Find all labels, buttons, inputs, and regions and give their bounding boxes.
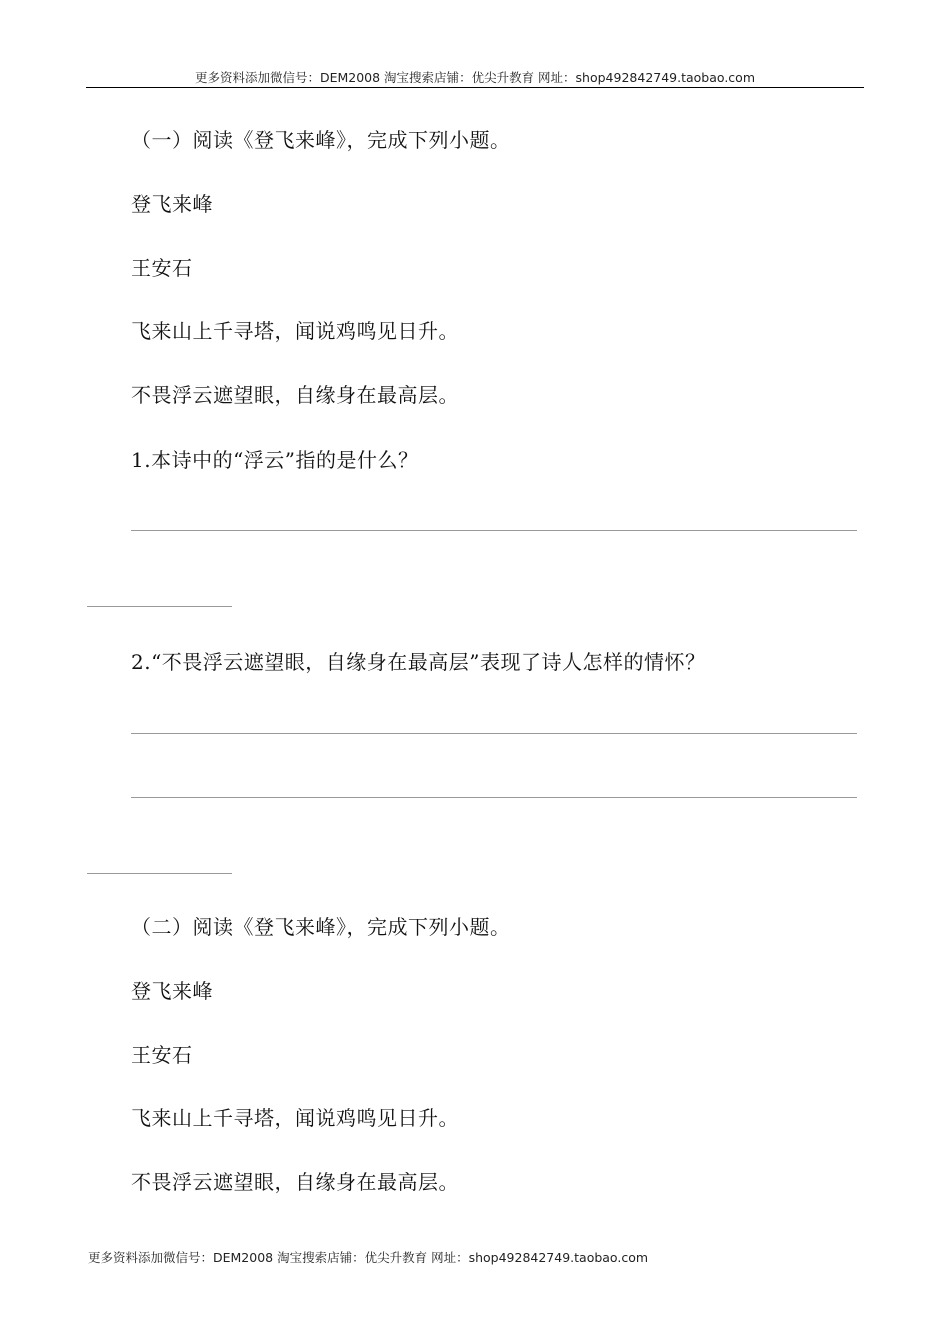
section-2-poem-line-1: 飞来山上千寻塔，闻说鸡鸣见日升。 bbox=[131, 1106, 459, 1130]
page-header: 更多资料添加微信号：DEM2008 淘宝搜索店铺：优尖升教育 网址：shop492842749.taobao.com bbox=[194, 70, 756, 85]
question-2: 2.“不畏浮云遮望眼，自缘身在最高层”表现了诗人怎样的情怀？ bbox=[131, 650, 706, 674]
answer-line-q1-1[interactable] bbox=[131, 530, 857, 531]
answer-line-q2-end[interactable] bbox=[87, 873, 232, 874]
answer-line-q2-2[interactable] bbox=[131, 797, 857, 798]
answer-line-q2-1[interactable] bbox=[131, 733, 857, 734]
section-1-poem-line-2: 不畏浮云遮望眼，自缘身在最高层。 bbox=[131, 383, 459, 407]
section-1-poem-line-1: 飞来山上千寻塔，闻说鸡鸣见日升。 bbox=[131, 319, 459, 343]
section-1-poem-title: 登飞来峰 bbox=[131, 192, 213, 216]
page-footer: 更多资料添加微信号：DEM2008 淘宝搜索店铺：优尖升教育 网址：shop492842749.taobao.com bbox=[88, 1250, 649, 1265]
header-divider bbox=[86, 87, 864, 88]
section-2-poem-line-2: 不畏浮云遮望眼，自缘身在最高层。 bbox=[131, 1170, 459, 1194]
question-1: 1.本诗中的“浮云”指的是什么？ bbox=[131, 448, 419, 472]
section-2-heading: （二）阅读《登飞来峰》，完成下列小题。 bbox=[131, 915, 511, 939]
section-1-heading: （一）阅读《登飞来峰》，完成下列小题。 bbox=[131, 128, 511, 152]
answer-line-q1-end[interactable] bbox=[87, 606, 232, 607]
section-1-poem-author: 王安石 bbox=[131, 256, 193, 280]
section-2-poem-title: 登飞来峰 bbox=[131, 979, 213, 1003]
section-2-poem-author: 王安石 bbox=[131, 1043, 193, 1067]
